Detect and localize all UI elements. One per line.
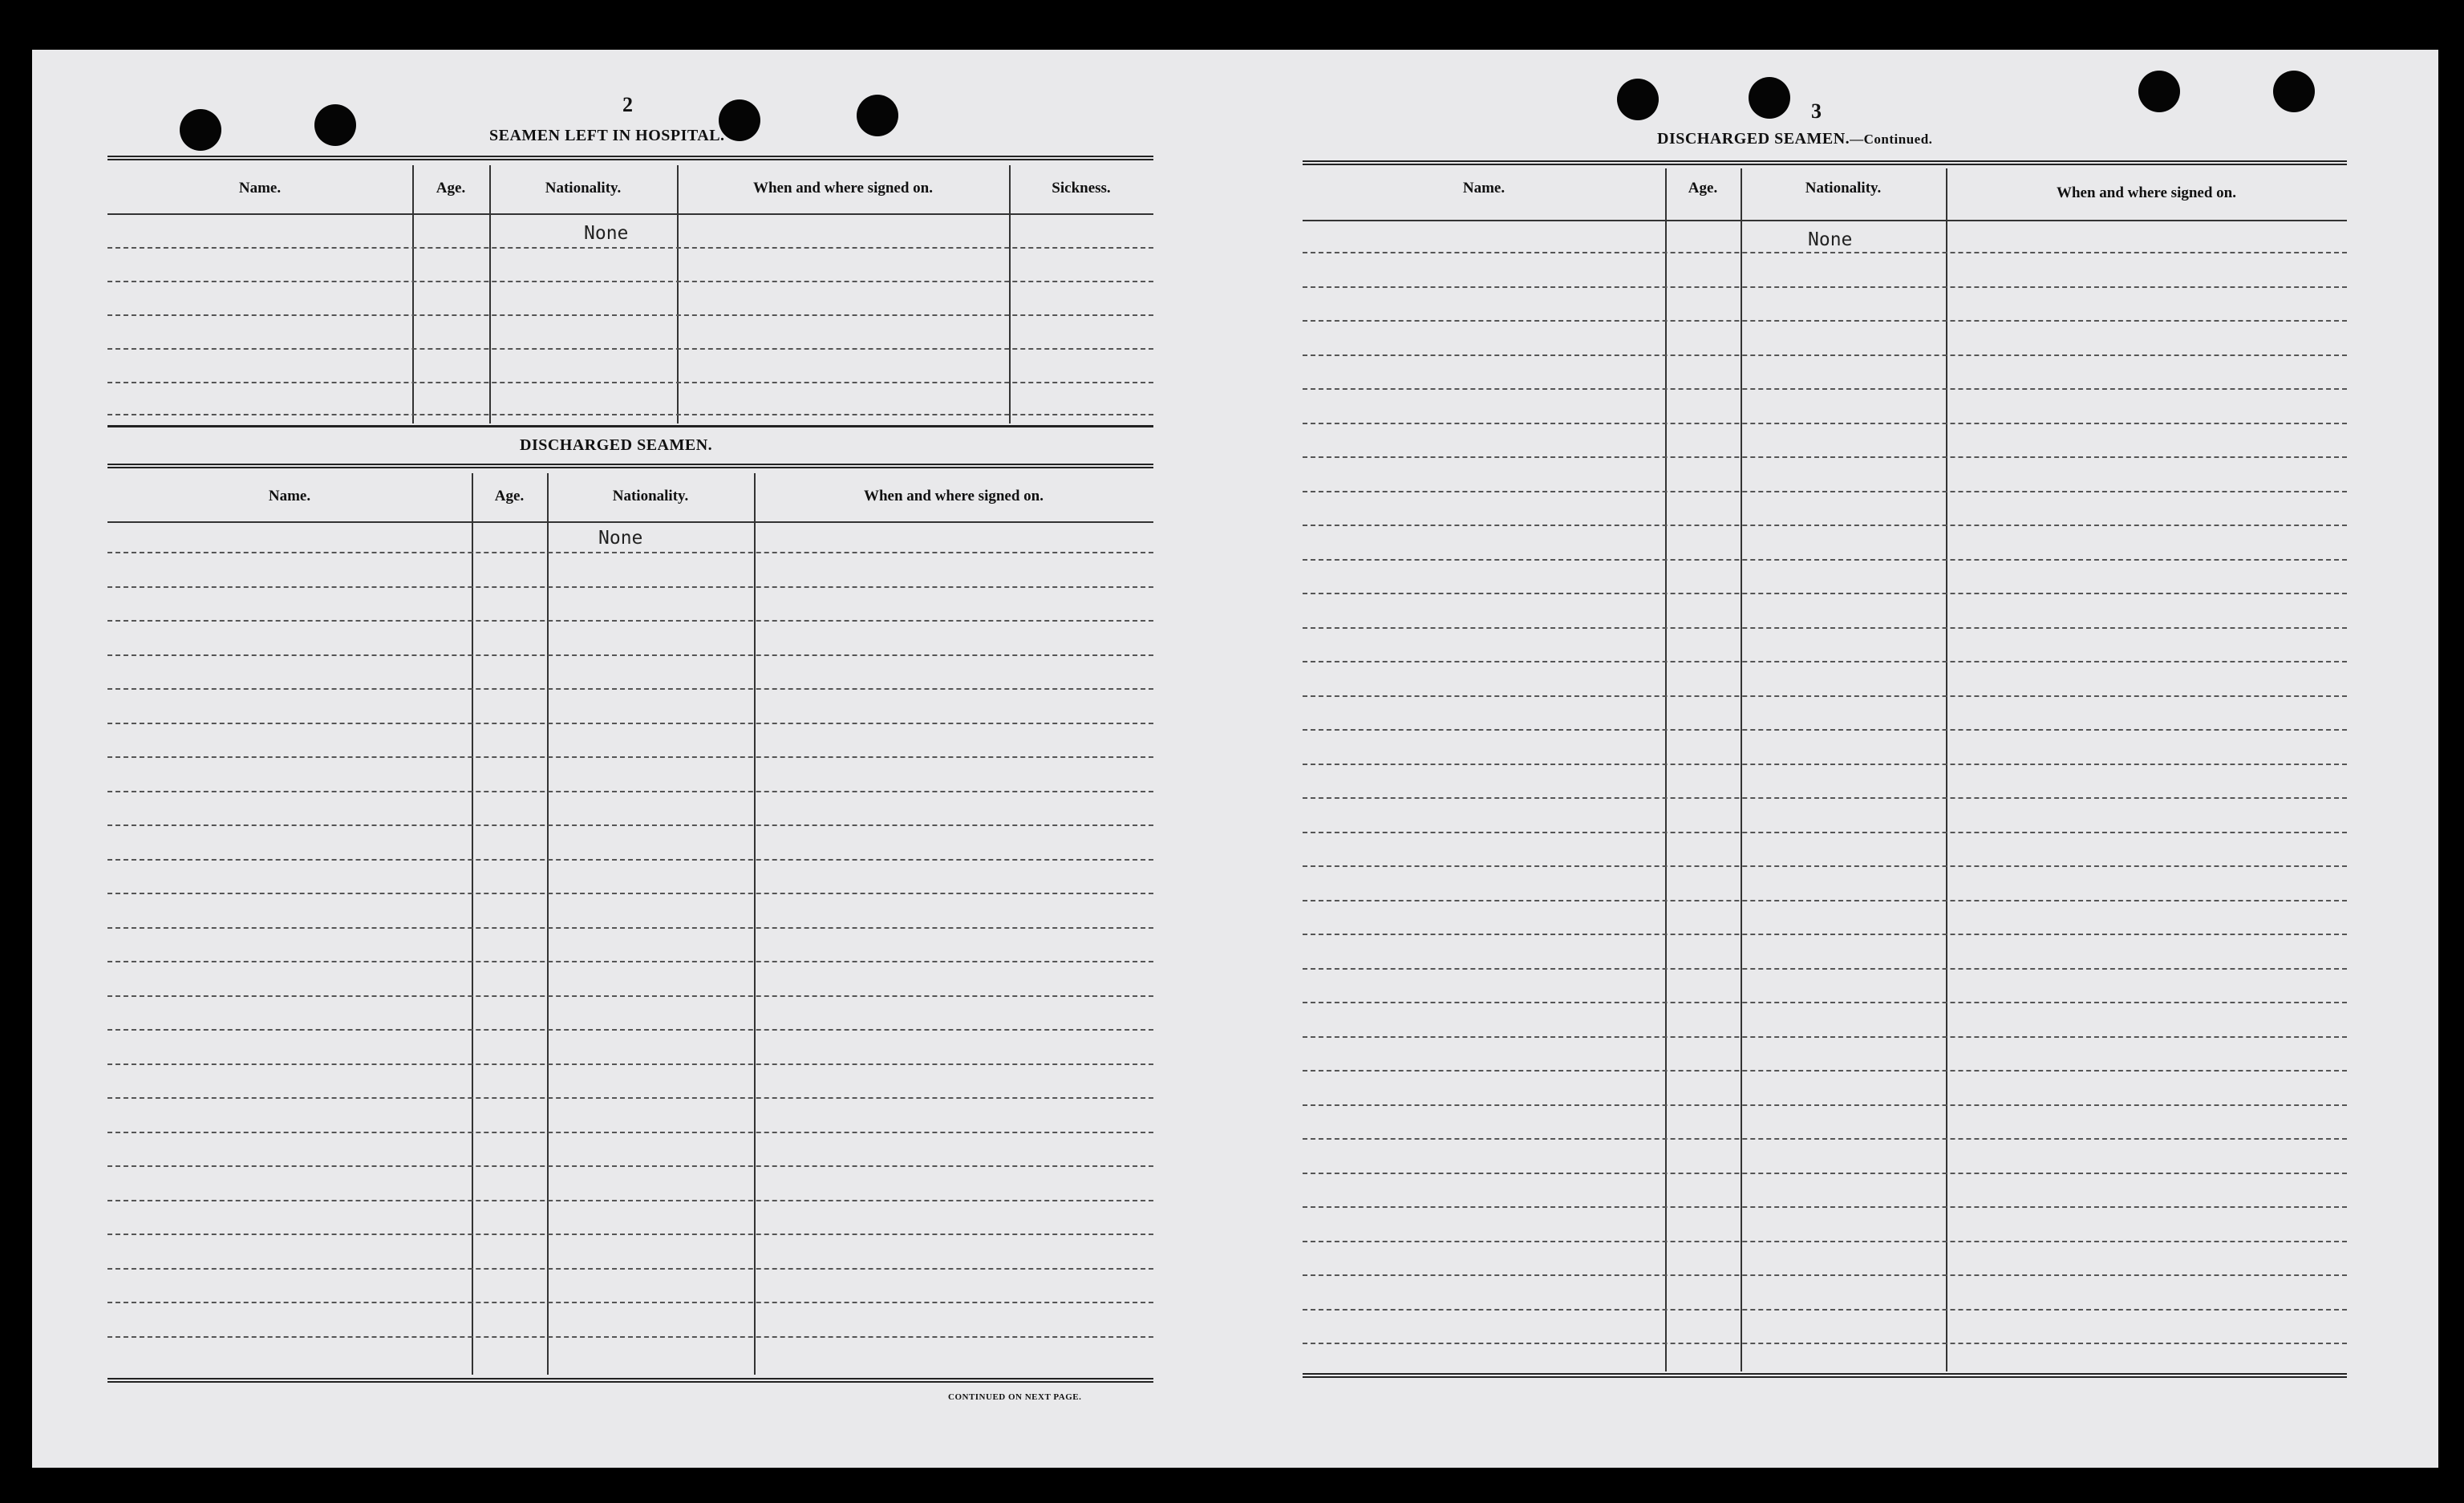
ruled-line bbox=[1303, 252, 2347, 253]
ruled-line bbox=[1303, 695, 2347, 697]
punch-hole bbox=[857, 95, 898, 136]
ruled-line bbox=[107, 586, 1153, 588]
ruled-line bbox=[1303, 286, 2347, 288]
ruled-line bbox=[1303, 491, 2347, 492]
column-divider bbox=[754, 473, 756, 1375]
column-header: Age. bbox=[436, 180, 466, 196]
ruled-line bbox=[1303, 1206, 2347, 1208]
ruled-line bbox=[107, 995, 1153, 997]
punch-hole bbox=[719, 99, 760, 141]
ruled-line bbox=[1303, 320, 2347, 322]
ruled-line bbox=[107, 281, 1153, 282]
column-divider bbox=[1009, 165, 1011, 423]
ruled-line bbox=[1303, 797, 2347, 799]
double-rule bbox=[1303, 160, 2347, 165]
nationality-value: None bbox=[1808, 229, 1853, 250]
column-divider bbox=[1665, 168, 1667, 1371]
ruled-line bbox=[1303, 865, 2347, 867]
ruled-line bbox=[1303, 661, 2347, 662]
ruled-line bbox=[1303, 1274, 2347, 1276]
column-header: Nationality. bbox=[545, 180, 622, 196]
ruled-line bbox=[107, 1200, 1153, 1201]
column-header: Name. bbox=[268, 488, 311, 504]
ruled-line bbox=[107, 247, 1153, 249]
ruled-line bbox=[1303, 1241, 2347, 1242]
ruled-line bbox=[107, 791, 1153, 792]
ruled-line bbox=[107, 654, 1153, 656]
ruled-line bbox=[1303, 1138, 2347, 1140]
ruled-line bbox=[1303, 1173, 2347, 1174]
ruled-line bbox=[107, 756, 1153, 758]
double-rule bbox=[107, 464, 1153, 468]
ruled-line bbox=[107, 348, 1153, 350]
column-divider bbox=[677, 165, 679, 423]
punch-hole bbox=[180, 109, 221, 151]
punch-hole bbox=[1749, 77, 1790, 119]
column-header: When and where signed on. bbox=[863, 488, 1044, 504]
section-title-hospital: SEAMEN LEFT IN HOSPITAL. bbox=[489, 127, 725, 144]
ruled-line bbox=[1303, 764, 2347, 765]
section-title-discharged-continued bbox=[1657, 130, 1932, 148]
ruled-line bbox=[1303, 1036, 2347, 1038]
column-header: When and where signed on. bbox=[752, 180, 933, 196]
ruled-line bbox=[107, 1268, 1153, 1270]
ruled-line bbox=[1303, 900, 2347, 901]
column-header: Name. bbox=[238, 180, 282, 196]
ruled-line bbox=[107, 1063, 1153, 1065]
double-rule bbox=[107, 156, 1153, 160]
double-rule bbox=[1303, 1373, 2347, 1378]
ruled-line bbox=[107, 382, 1153, 383]
ruled-line bbox=[107, 620, 1153, 622]
ledger-sheet bbox=[32, 50, 2438, 1468]
column-divider bbox=[1946, 168, 1947, 1371]
column-header: Age. bbox=[1688, 180, 1718, 196]
ruled-line bbox=[107, 1302, 1153, 1303]
ruled-line bbox=[1303, 832, 2347, 833]
column-divider bbox=[489, 165, 491, 423]
ruled-line bbox=[107, 723, 1153, 724]
title-main: DISCHARGED SEAMEN. bbox=[1657, 130, 1850, 148]
continued-note: CONTINUED ON NEXT PAGE. bbox=[948, 1392, 1082, 1402]
ruled-line bbox=[1303, 1104, 2347, 1106]
ruled-line bbox=[107, 314, 1153, 316]
punch-hole bbox=[314, 104, 356, 146]
hospital-table bbox=[107, 165, 1153, 423]
punch-hole bbox=[2138, 71, 2180, 112]
nationality-value: None bbox=[584, 223, 629, 244]
ruled-line bbox=[107, 1234, 1153, 1235]
column-divider bbox=[412, 165, 414, 423]
page-number: 3 bbox=[1811, 99, 1822, 123]
column-divider bbox=[547, 473, 549, 1375]
column-header: When and where signed on. bbox=[2056, 184, 2236, 201]
discharged-table bbox=[107, 473, 1153, 1423]
ruled-line bbox=[1303, 525, 2347, 526]
page-number: 2 bbox=[622, 93, 633, 116]
punch-hole bbox=[2273, 71, 2315, 112]
nationality-value: None bbox=[598, 528, 643, 549]
ruled-line bbox=[107, 552, 1153, 553]
title-suffix: —Continued. bbox=[1850, 132, 1933, 147]
ruled-line bbox=[107, 927, 1153, 929]
ruled-line bbox=[107, 1097, 1153, 1099]
section-rule bbox=[107, 425, 1153, 427]
ruled-line bbox=[107, 893, 1153, 894]
ruled-line bbox=[107, 859, 1153, 861]
column-divider bbox=[1741, 168, 1742, 1371]
column-header: Nationality. bbox=[612, 488, 689, 504]
ruled-line bbox=[107, 414, 1153, 415]
column-header: Age. bbox=[494, 488, 525, 504]
ruled-line bbox=[107, 1132, 1153, 1133]
ruled-line bbox=[1303, 354, 2347, 356]
ruled-line bbox=[1303, 1309, 2347, 1311]
ruled-line bbox=[107, 1165, 1153, 1167]
ruled-line bbox=[1303, 1343, 2347, 1344]
ruled-line bbox=[1303, 559, 2347, 561]
ruled-line bbox=[107, 1336, 1153, 1338]
column-header: Nationality. bbox=[1805, 180, 1882, 196]
ruled-line bbox=[107, 824, 1153, 826]
ruled-line bbox=[1303, 729, 2347, 731]
ruled-line bbox=[1303, 593, 2347, 594]
double-rule bbox=[107, 1378, 1153, 1383]
punch-hole bbox=[1617, 79, 1659, 120]
column-header: Name. bbox=[1462, 180, 1506, 196]
ruled-line bbox=[1303, 456, 2347, 458]
ruled-line bbox=[107, 961, 1153, 962]
ruled-line bbox=[107, 688, 1153, 690]
discharged-continued-table bbox=[1303, 168, 2347, 1379]
column-header: Sickness. bbox=[1052, 180, 1111, 196]
ruled-line bbox=[1303, 968, 2347, 970]
ruled-line bbox=[107, 1029, 1153, 1031]
column-divider bbox=[472, 473, 473, 1375]
ruled-line bbox=[1303, 627, 2347, 629]
section-title-discharged: DISCHARGED SEAMEN. bbox=[520, 436, 713, 454]
ruled-line bbox=[1303, 423, 2347, 424]
ruled-line bbox=[1303, 1002, 2347, 1003]
ruled-line bbox=[1303, 934, 2347, 935]
ruled-line bbox=[1303, 1070, 2347, 1072]
ruled-line bbox=[1303, 388, 2347, 390]
